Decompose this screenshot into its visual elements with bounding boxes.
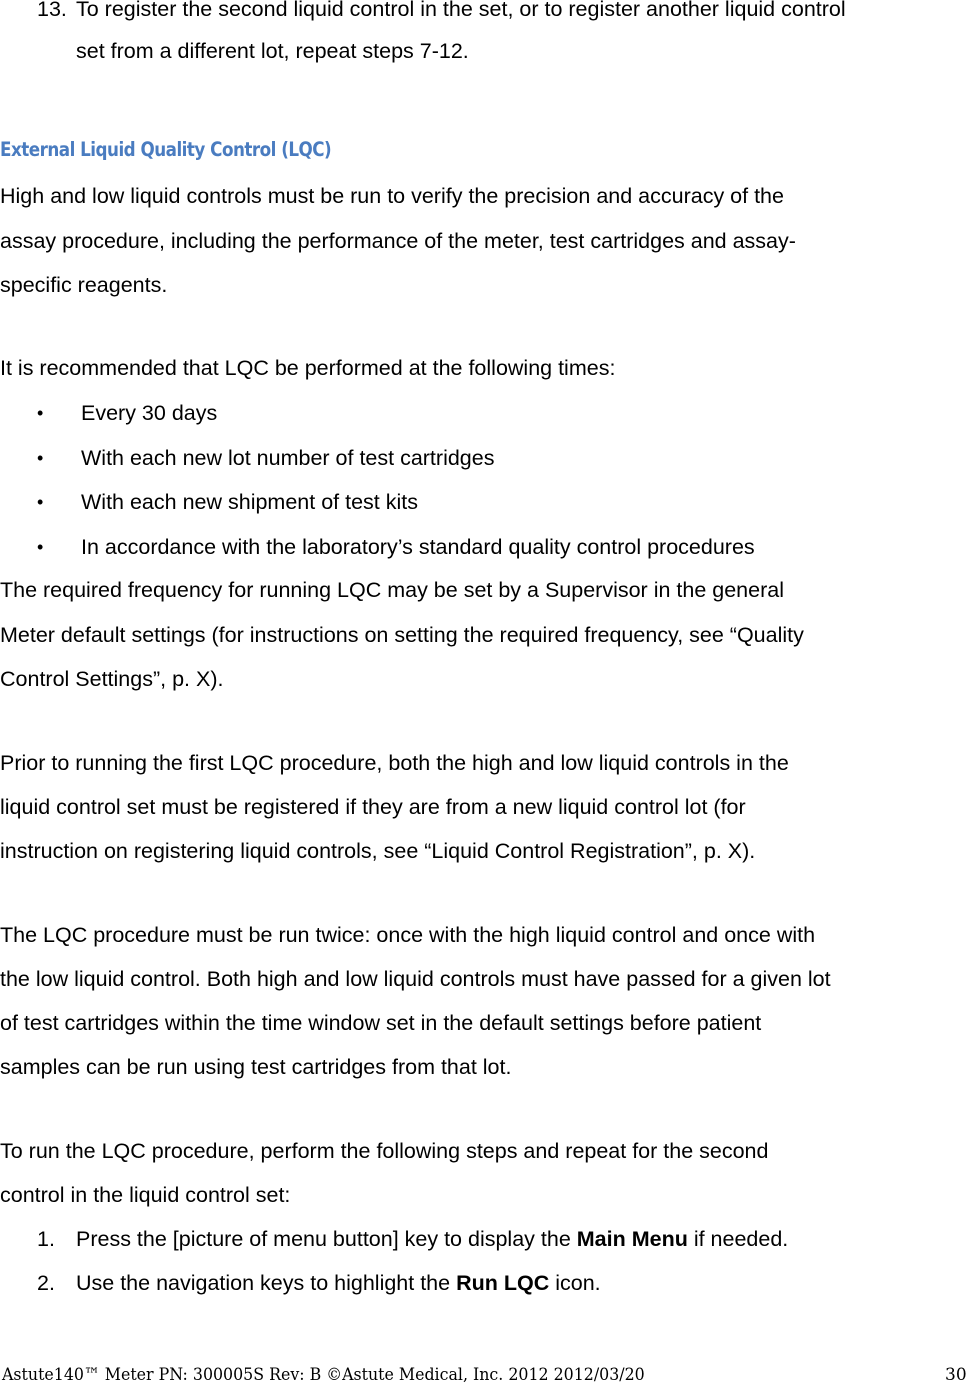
twice-line-3: of test cartridges within the time window set in the default settings before patient [0, 1011, 762, 1035]
step-1-bold: Main Menu [576, 1227, 688, 1251]
bullet-item-4: In accordance with the laboratory’s standard quality control procedures [81, 535, 755, 559]
section-heading: External Liquid Quality Control (LQC) [0, 138, 332, 161]
frequency-line-2: Meter default settings (for instructions on setting the required frequency, see “Quality [0, 623, 804, 647]
step-2-number: 2. [37, 1271, 55, 1295]
bullet-icon: • [37, 492, 44, 512]
bullet-icon: • [37, 403, 44, 423]
intro-line-2: assay procedure, including the performance of the meter, test cartridges and assay- [0, 229, 796, 253]
step-2-bold: Run LQC [456, 1271, 550, 1295]
prior-line-2: liquid control set must be registered if they are from a new liquid control lot (for [0, 795, 746, 819]
bullet-item-3: With each new shipment of test kits [81, 490, 418, 514]
bullet-icon: • [37, 537, 44, 557]
run-line-1: To run the LQC procedure, perform the following steps and repeat for the second [0, 1139, 769, 1163]
bullet-item-1: Every 30 days [81, 401, 218, 425]
prior-line-3: instruction on registering liquid controls, see “Liquid Control Registration”, p. X). [0, 839, 756, 863]
prior-line-1: Prior to running the first LQC procedure, both the high and low liquid controls in the [0, 751, 789, 775]
twice-line-1: The LQC procedure must be run twice: once with the high liquid control and once with [0, 923, 816, 947]
step-13-number: 13. [37, 0, 67, 21]
page-number: 30 [945, 1365, 967, 1385]
twice-line-4: samples can be run using test cartridges from that lot. [0, 1055, 512, 1079]
recommend-intro: It is recommended that LQC be performed at the following times: [0, 356, 616, 380]
step-1-text: Press the [picture of menu button] key to display the Main Menu if needed. [76, 1227, 789, 1251]
step-2-text: Use the navigation keys to highlight the Run LQC icon. [76, 1271, 601, 1295]
intro-line-3: specific reagents. [0, 273, 168, 297]
step-1-number: 1. [37, 1227, 55, 1251]
run-line-2: control in the liquid control set: [0, 1183, 291, 1207]
step-13-text-line-1: To register the second liquid control in the set, or to register another liquid control [76, 0, 846, 21]
footer-doc-info: Astute140™ Meter PN: 300005S Rev: B ©Astute Medical, Inc. 2012 2012/03/20 [2, 1365, 645, 1385]
bullet-icon: • [37, 448, 44, 468]
bullet-item-2: With each new lot number of test cartridges [81, 446, 495, 470]
frequency-line-1: The required frequency for running LQC may be set by a Supervisor in the general [0, 578, 784, 602]
step-13-text-line-2: set from a different lot, repeat steps 7-12. [76, 39, 469, 63]
page-footer [0, 1362, 973, 1388]
twice-line-2: the low liquid control. Both high and low liquid controls must have passed for a given lot [0, 967, 831, 991]
intro-line-1: High and low liquid controls must be run to verify the precision and accuracy of the [0, 184, 784, 208]
frequency-line-3: Control Settings”, p. X). [0, 667, 224, 691]
